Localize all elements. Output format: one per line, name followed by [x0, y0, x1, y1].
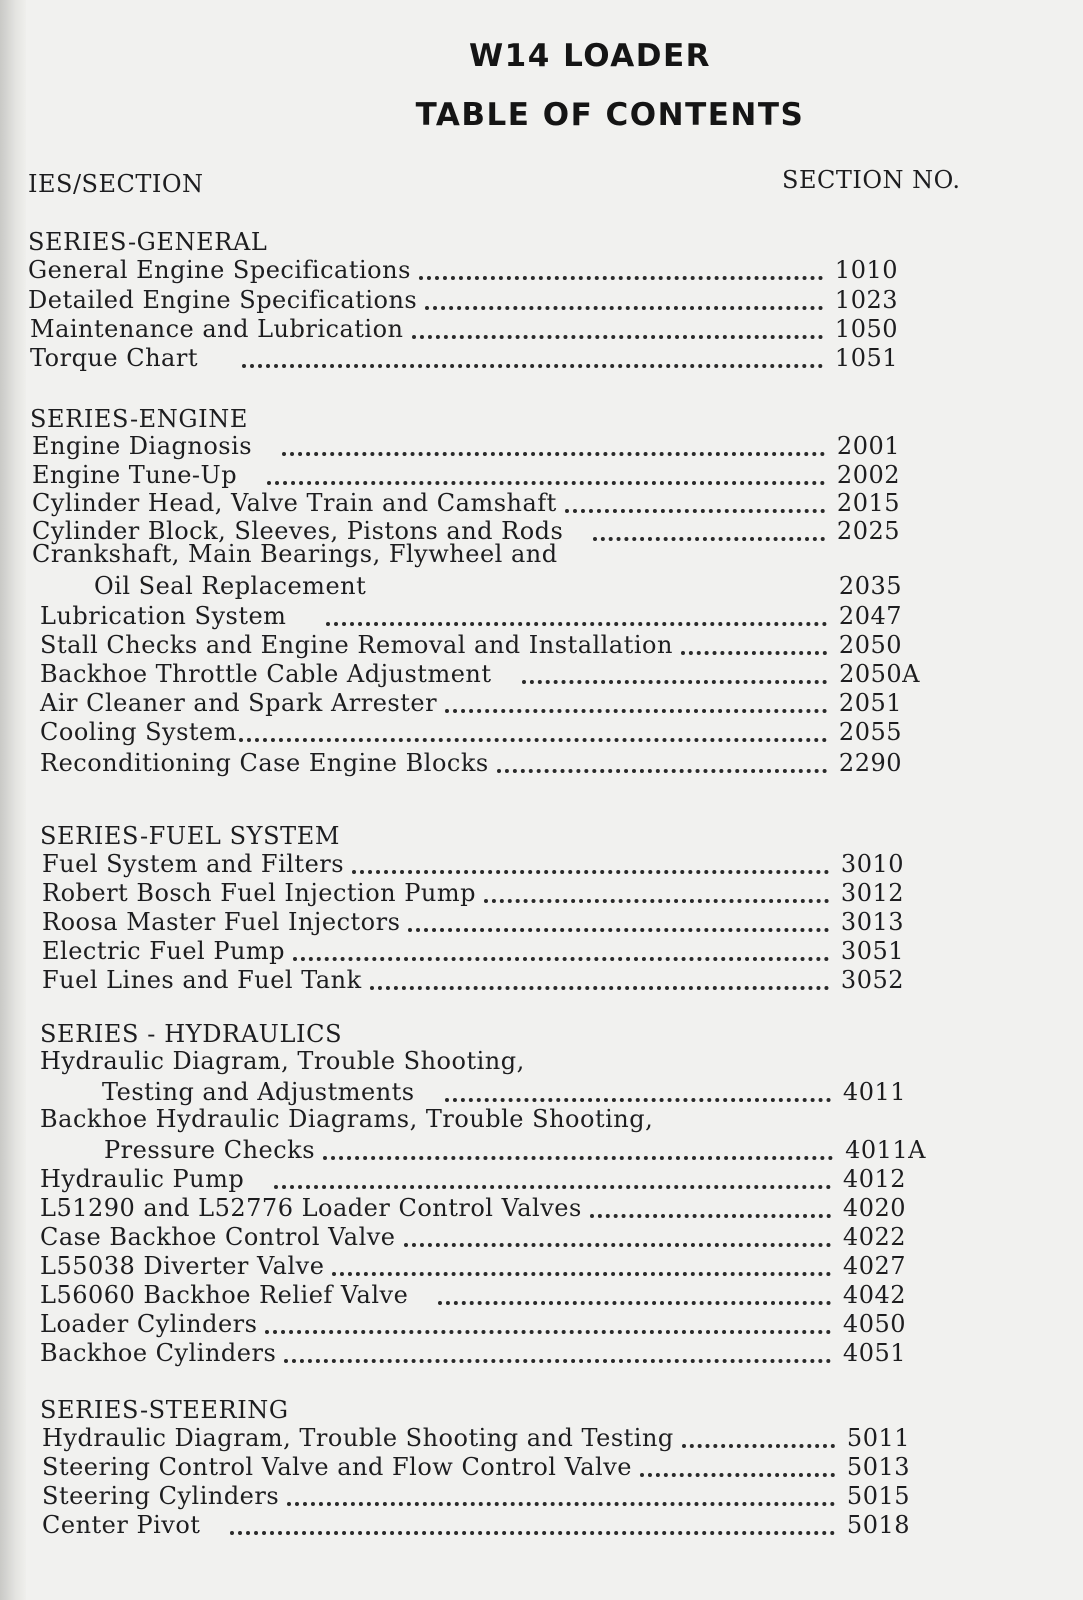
dot-leader — [287, 1501, 835, 1506]
entry-label: Lubrication System — [40, 602, 287, 630]
entry-label: Maintenance and Lubrication — [30, 315, 404, 343]
toc-entry — [102, 1076, 906, 1106]
toc-entry — [28, 254, 898, 284]
entry-label: Engine Tune-Up — [32, 461, 238, 489]
toc-entry — [42, 935, 904, 965]
entry-number: 5011 — [846, 1424, 910, 1452]
toc-entry — [40, 600, 902, 630]
entry-number: 4027 — [842, 1252, 906, 1280]
toc-entry — [42, 964, 904, 994]
entry-label: Fuel System and Filters — [42, 850, 345, 878]
toc-entry — [40, 1163, 906, 1193]
toc-entry — [28, 284, 898, 314]
toc-entry — [40, 1192, 906, 1222]
toc-entry — [42, 906, 904, 936]
entry-label: Hydraulic Diagram, Trouble Shooting, — [40, 1047, 525, 1075]
dot-leader — [267, 480, 825, 485]
entry-number: 4020 — [842, 1194, 906, 1222]
column-heading-section: IES/SECTION — [28, 170, 204, 198]
dot-leader — [681, 650, 827, 655]
entry-number: 1051 — [834, 344, 898, 372]
entry-number: 4022 — [842, 1223, 906, 1251]
series-heading-fuel-system: SERIES-FUEL SYSTEM — [40, 822, 341, 850]
entry-number: 3013 — [840, 908, 904, 936]
dot-leader — [522, 679, 828, 684]
toc-entry — [40, 1308, 906, 1338]
entry-label: Loader Cylinders — [40, 1310, 258, 1338]
entry-label: Roosa Master Fuel Injectors — [42, 908, 401, 936]
entry-number: 2050A — [839, 660, 920, 688]
entry-number: 4050 — [842, 1310, 906, 1338]
entry-number: 2290 — [838, 749, 902, 777]
entry-number: 3010 — [840, 850, 904, 878]
entry-number: 4051 — [842, 1339, 906, 1367]
toc-entry — [32, 430, 900, 460]
entry-label: Fuel Lines and Fuel Tank — [42, 966, 362, 994]
entry-label: General Engine Specifications — [28, 256, 411, 284]
dot-leader — [374, 591, 827, 596]
entry-number: 2047 — [838, 602, 902, 630]
dot-leader — [419, 275, 823, 280]
entry-label: Electric Fuel Pump — [42, 937, 286, 965]
entry-label: Torque Chart — [30, 344, 198, 372]
entry-number: 4042 — [842, 1281, 906, 1309]
entry-label: Backhoe Cylinders — [40, 1339, 277, 1367]
dot-leader — [425, 305, 823, 310]
entry-label: Cooling System — [40, 718, 237, 746]
dot-leader — [593, 536, 825, 541]
entry-label: L56060 Backhoe Relief Valve — [40, 1281, 409, 1309]
entry-label: Robert Bosch Fuel Injection Pump — [42, 879, 476, 907]
dot-leader — [326, 621, 826, 626]
dot-leader — [445, 1097, 831, 1102]
entry-label: L55038 Diverter Valve — [40, 1252, 325, 1280]
toc-entry — [40, 1250, 906, 1280]
document-title: W14 LOADER — [468, 38, 712, 74]
dot-leader — [230, 1530, 834, 1535]
dot-leader — [412, 334, 823, 339]
toc-entry — [40, 1279, 906, 1309]
entry-number: 2055 — [838, 718, 902, 746]
entry-number: 1023 — [834, 286, 898, 314]
entry-label: Air Cleaner and Spark Arrester — [40, 689, 438, 717]
dot-leader — [404, 1242, 831, 1247]
entry-label: Cylinder Head, Valve Train and Camshaft — [32, 489, 557, 517]
dot-leader — [282, 451, 825, 456]
toc-entry — [40, 747, 902, 777]
dot-leader — [284, 1358, 831, 1363]
entry-label-continuation: Testing and Adjustments — [102, 1078, 415, 1106]
dot-leader — [239, 737, 827, 742]
toc-entry — [40, 687, 902, 717]
toc-entry — [40, 1337, 906, 1367]
entry-label: Reconditioning Case Engine Blocks — [40, 749, 489, 777]
toc-entry — [42, 877, 904, 907]
toc-entry — [30, 342, 898, 372]
series-heading-engine: SERIES-ENGINE — [30, 405, 248, 433]
entry-number: 5015 — [846, 1482, 910, 1510]
series-heading-general: SERIES-GENERAL — [28, 228, 268, 256]
dot-leader — [590, 1213, 831, 1218]
dot-leader — [265, 1329, 830, 1334]
entry-number: 4011 — [842, 1078, 906, 1106]
series-heading-hydraulics: SERIES - HYDRAULICS — [40, 1020, 343, 1048]
entry-number: 3052 — [840, 966, 904, 994]
entry-number: 3051 — [840, 937, 904, 965]
entry-number: 2051 — [838, 689, 902, 717]
dot-leader — [370, 985, 829, 990]
toc-entry — [40, 629, 902, 659]
entry-label: L51290 and L52776 Loader Control Valves — [40, 1194, 582, 1222]
toc-entry — [40, 1221, 906, 1251]
toc-entry — [42, 1480, 910, 1510]
dot-leader — [242, 363, 823, 368]
entry-number: 2050 — [838, 631, 902, 659]
dot-leader — [565, 508, 825, 513]
dot-leader — [274, 1184, 831, 1189]
dot-leader — [484, 898, 829, 903]
entry-label-continuation: Pressure Checks — [104, 1136, 316, 1164]
entry-number: 4011A — [845, 1136, 926, 1164]
entry-label: Center Pivot — [42, 1511, 201, 1539]
toc-entry — [104, 1134, 926, 1164]
entry-label: Hydraulic Pump — [40, 1165, 245, 1193]
entry-label: Detailed Engine Specifications — [28, 286, 418, 314]
dot-leader — [640, 1472, 835, 1477]
dot-leader — [438, 1300, 831, 1305]
entry-label: Cylinder Block, Sleeves, Pistons and Rods — [32, 517, 564, 545]
toc-entry — [40, 658, 920, 688]
toc-entry — [42, 1451, 910, 1481]
entry-number: 2002 — [836, 461, 900, 489]
dot-leader — [445, 708, 827, 713]
dot-leader — [332, 1271, 831, 1276]
dot-leader — [293, 956, 829, 961]
entry-number: 2015 — [836, 489, 900, 517]
entry-number: 2035 — [838, 572, 902, 600]
entry-label: Engine Diagnosis — [32, 432, 253, 460]
entry-label: Backhoe Hydraulic Diagrams, Trouble Shooting, — [40, 1105, 654, 1133]
toc-entry — [94, 570, 902, 600]
toc-entry — [40, 716, 902, 746]
entry-number: 3012 — [840, 879, 904, 907]
entry-number: 5018 — [846, 1511, 910, 1539]
dot-leader — [497, 768, 827, 773]
entry-label: Steering Control Valve and Flow Control Valve — [42, 1453, 632, 1481]
entry-label: Stall Checks and Engine Removal and Installation — [40, 631, 673, 659]
entry-number: 2025 — [836, 517, 900, 545]
toc-entry — [42, 848, 904, 878]
dot-leader — [408, 927, 829, 932]
dot-leader — [352, 869, 829, 874]
column-heading-number: SECTION NO. — [782, 166, 961, 194]
toc-entry — [42, 1509, 910, 1539]
toc-entry — [32, 459, 900, 489]
entry-number: 2001 — [836, 432, 900, 460]
entry-number: 1050 — [834, 315, 898, 343]
entry-label: Backhoe Throttle Cable Adjustment — [40, 660, 492, 688]
dot-leader — [323, 1155, 833, 1160]
entry-number: 1010 — [834, 256, 898, 284]
entry-number: 4012 — [842, 1165, 906, 1193]
entry-label: Crankshaft, Main Bearings, Flywheel and — [32, 540, 558, 568]
entry-label: Hydraulic Diagram, Trouble Shooting and Testing — [42, 1424, 674, 1452]
series-heading-steering: SERIES-STEERING — [40, 1396, 289, 1424]
toc-entry — [42, 1422, 910, 1452]
entry-number: 5013 — [846, 1453, 910, 1481]
entry-label: Steering Cylinders — [42, 1482, 280, 1510]
dot-leader — [682, 1443, 835, 1448]
toc-entry — [32, 487, 900, 517]
entry-label: Case Backhoe Control Valve — [40, 1223, 396, 1251]
entry-label-continuation: Oil Seal Replacement — [94, 572, 367, 600]
toc-entry — [30, 313, 898, 343]
document-subtitle: TABLE OF CONTENTS — [415, 97, 805, 133]
